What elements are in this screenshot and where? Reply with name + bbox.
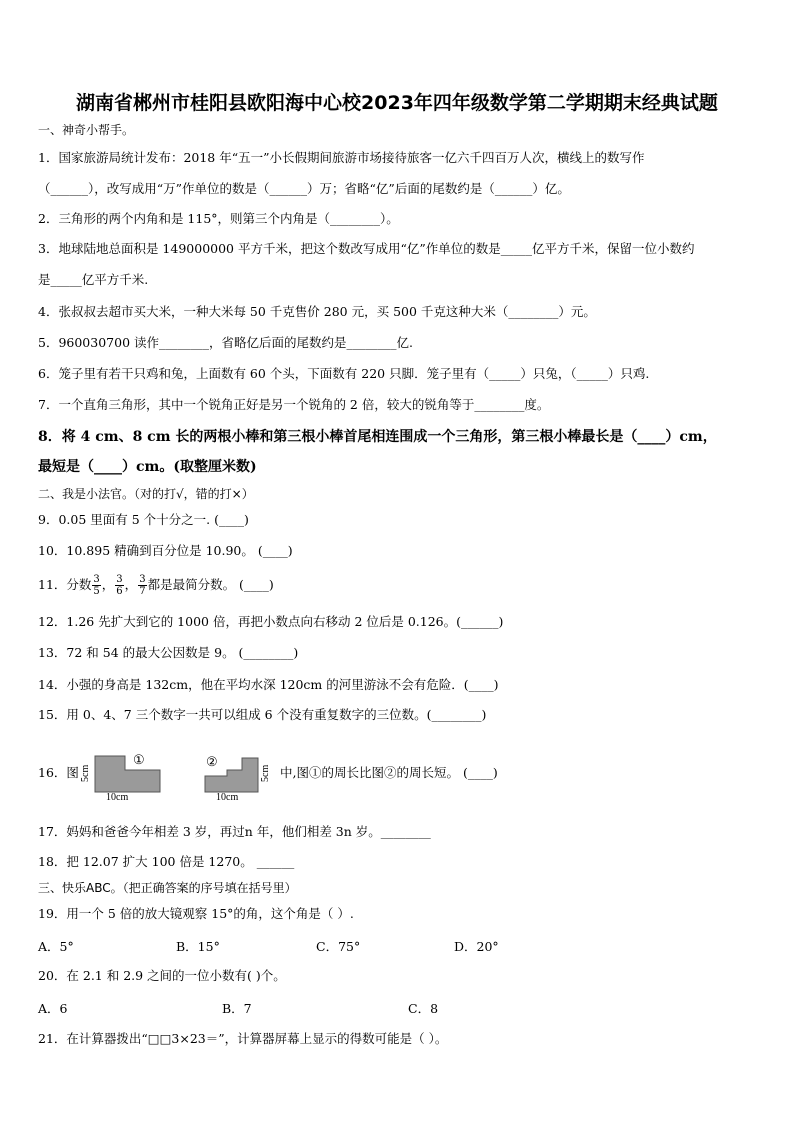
fraction-3: $\frac{3}{7}$ (139, 574, 146, 597)
section-1-heading: 一、神奇小帮手。 (38, 123, 135, 137)
figure-2 (200, 748, 280, 804)
question-11-suffix: 都是最简分数。 (____) (147, 577, 274, 592)
question-10: 10．10.895 精确到百分位是 10.90。 (____) (38, 543, 293, 558)
question-20: 20．在 2.1 和 2.9 之间的一位小数有( )个。 (38, 968, 286, 983)
q20-option-a: A．6 (38, 1001, 68, 1016)
figure-1-height-label: 5cm (80, 764, 91, 782)
question-2: 2．三角形的两个内角和是 115°，则第三个内角是（________）。 (38, 211, 399, 226)
question-4: 4．张叔叔去超市买大米，一种大米每 50 千克售价 280 元，买 500 千克这种大米（________）元。 (38, 304, 596, 319)
question-6: 6．笼子里有若干只鸡和兔，上面数有 60 个头，下面数有 220 只脚．笼子里有（_____）只兔，（_____）只鸡. (38, 366, 650, 381)
question-14: 14．小强的身高是 132cm，他在平均水深 120cm 的河里游泳不会有危险．(____) (38, 677, 499, 692)
q20-option-c: C．8 (408, 1001, 439, 1016)
question-16-prefix: 16．图 (38, 765, 79, 780)
question-19: 19．用一个 5 倍的放大镜观察 15°的角，这个角是（ ）. (38, 906, 354, 921)
question-21: 21．在计算器拨出“□□3×23＝”，计算器屏幕上显示的得数可能是（ ）。 (38, 1031, 448, 1046)
question-7: 7．一个直角三角形，其中一个锐角正好是另一个锐角的 2 倍，较大的锐角等于________度。 (38, 397, 550, 412)
section-2-heading: 二、我是小法官。（对的打√，错的打×） (38, 487, 254, 501)
question-1-line-1: 1．国家旅游局统计发布：2018 年“五一”小长假期间旅游市场接待旅客一亿六千四百万人次，横线上的数写作 (38, 150, 645, 165)
question-11: 11．分数 $\frac{3}{5}$ ， $\frac{3}{6}$ ， $\frac{3}{7}$ 都是最简分数。 (____) (38, 574, 274, 597)
question-5: 5．960030700 读作________，省略亿后面的尾数约是________亿. (38, 335, 413, 350)
figure-2-width-label: 10cm (216, 792, 239, 803)
page-title: 湖南省郴州市桂阳县欧阳海中心校2023年四年级数学第二学期期末经典试题 (76, 92, 718, 114)
question-13: 13．72 和 54 的最大公因数是 9。 (________) (38, 645, 299, 660)
q20-option-b: B．7 (222, 1001, 252, 1016)
question-9: 9．0.05 里面有 5 个十分之一. (____) (38, 512, 249, 527)
q19-option-c: C．75° (316, 939, 361, 954)
figure-2-number: ② (206, 754, 218, 769)
q19-option-a: A．5° (38, 939, 74, 954)
fraction-2: $\frac{3}{6}$ (116, 574, 123, 597)
question-3-line-2: 是_____亿平方千米. (38, 272, 149, 287)
question-8-line-2: 最短是（____）cm。(取整厘米数) (38, 459, 257, 475)
figure-1-width-label: 10cm (106, 792, 129, 803)
question-8-line-1: 8．将 4 cm、8 cm 长的两根小棒和第三根小棒首尾相连围成一个三角形，第三根小棒最长是（____）cm， (38, 429, 717, 445)
question-11-prefix: 11．分数 (38, 577, 92, 592)
question-3-line-1: 3．地球陆地总面积是 149000000 平方千米，把这个数改写成用“亿”作单位的数是_____亿平方千米，保留一位小数约 (38, 241, 695, 256)
figure-2-height-label: 5cm (260, 764, 271, 782)
question-16-suffix: 中,图①的周长比图②的周长短。 (____) (280, 765, 498, 780)
q19-option-b: B．15° (176, 939, 220, 954)
figure-1 (80, 748, 190, 804)
fraction-1: $\frac{3}{5}$ (93, 574, 100, 597)
figure-1-number: ① (133, 752, 145, 767)
question-18: 18．把 12.07 扩大 100 倍是 1270。 ______ (38, 854, 295, 869)
question-12: 12．1.26 先扩大到它的 1000 倍，再把小数点向右移动 2 位后是 0.126。(______) (38, 614, 504, 629)
q19-option-d: D．20° (454, 939, 499, 954)
question-15: 15．用 0、4、7 三个数字一共可以组成 6 个没有重复数字的三位数。(________) (38, 707, 487, 722)
question-1-line-2: （______），改写成用“万”作单位的数是（______）万；省略“亿”后面的尾数约是（______）亿。 (38, 181, 570, 196)
section-3-heading: 三、快乐ABC。（把正确答案的序号填在括号里） (38, 881, 297, 895)
question-17: 17．妈妈和爸爸今年相差 3 岁，再过n 年，他们相差 3n 岁。________ (38, 824, 431, 839)
